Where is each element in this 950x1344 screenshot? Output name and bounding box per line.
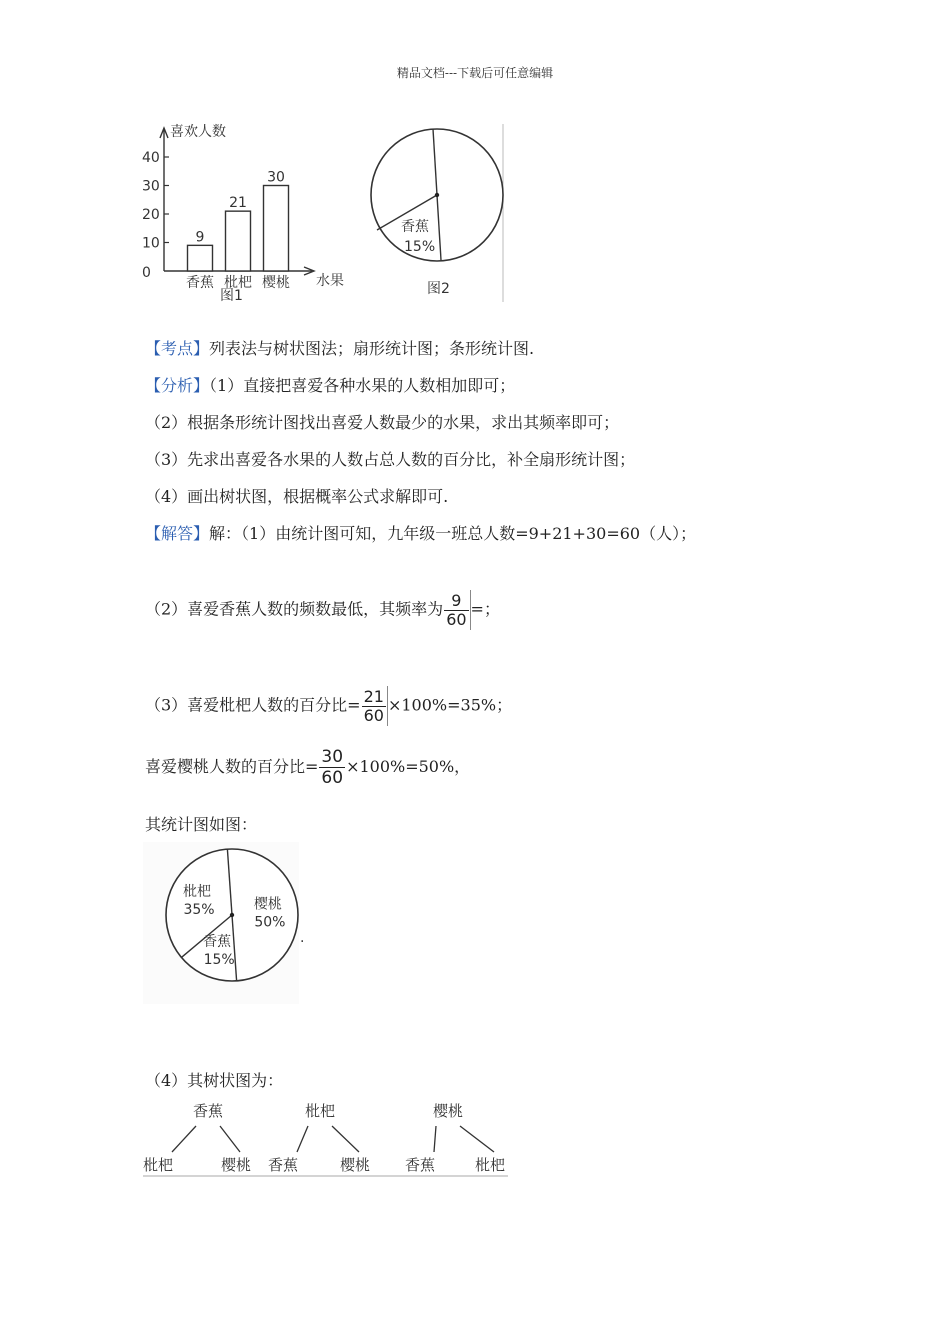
y-tick-label: 0 bbox=[142, 265, 151, 281]
pie-slice-pct: 15% bbox=[404, 239, 436, 255]
jieda-tag: 【解答】 bbox=[145, 524, 210, 543]
fenxi-text-3: （3）先求出喜爱各水果的人数占总人数的百分比，补全扇形统计图； bbox=[145, 450, 636, 469]
tree-branch bbox=[460, 1126, 494, 1152]
pie-chart-complete bbox=[143, 842, 313, 1007]
category-label: 樱桃 bbox=[262, 275, 290, 291]
tree-branch bbox=[220, 1126, 240, 1152]
tree-branch bbox=[172, 1126, 196, 1152]
tree-root-label: 枇杷 bbox=[304, 1102, 336, 1120]
tree-root-label: 樱桃 bbox=[432, 1102, 464, 1120]
fenxi-text-1: （1）直接把喜爱各种水果的人数相加即可； bbox=[209, 376, 516, 395]
x-axis-label: 水果 bbox=[316, 273, 344, 289]
pie-slice-label: 香蕉 bbox=[203, 933, 232, 950]
category-label: 枇杷 bbox=[224, 275, 252, 291]
q3b-fraction bbox=[319, 747, 345, 788]
tree-child-label: 香蕉 bbox=[267, 1156, 299, 1174]
q3c-text: 其统计图如图： bbox=[145, 815, 258, 834]
bar-value-label: 21 bbox=[229, 195, 247, 212]
bar bbox=[264, 186, 289, 272]
pie-trailing-period: . bbox=[300, 930, 305, 946]
pie-radius-bottom bbox=[437, 195, 441, 260]
fenxi-line bbox=[145, 373, 515, 396]
q3b-numerator: 30 bbox=[321, 747, 344, 767]
q2-denominator: 60 bbox=[446, 609, 467, 629]
jieda-line bbox=[145, 521, 696, 544]
y-tick-label: 10 bbox=[142, 235, 160, 252]
tree-branch bbox=[434, 1126, 436, 1152]
q2-fraction bbox=[444, 592, 468, 629]
bar-chart-figure1 bbox=[140, 118, 360, 308]
tree-child-label: 樱桃 bbox=[220, 1156, 252, 1174]
figure2-caption: 图2 bbox=[427, 281, 450, 297]
fenxi-text-2: （2）根据条形统计图找出喜爱人数最少的水果，求出其频率即可； bbox=[145, 413, 620, 432]
tree-diagram bbox=[140, 1094, 515, 1184]
q3-fraction bbox=[362, 688, 386, 725]
kaodian-tag: 【考点】 bbox=[145, 339, 210, 358]
q3-tail: ×100%=35%； bbox=[387, 695, 513, 715]
q3b-text: 喜爱樱桃人数的百分比= bbox=[145, 757, 319, 776]
q2-tail: =； bbox=[470, 599, 500, 619]
pie-slice-pct: 50% bbox=[254, 914, 286, 931]
y-tick-label: 20 bbox=[142, 207, 160, 223]
bar-value-label: 30 bbox=[267, 169, 285, 186]
pie-slice-label: 樱桃 bbox=[253, 896, 282, 913]
category-label: 香蕉 bbox=[186, 275, 214, 291]
tree-child-label: 枇杷 bbox=[142, 1156, 174, 1174]
jieda-text-1: 解：（1）由统计图可知，九年级一班总人数=9+21+30=60（人）； bbox=[209, 524, 697, 543]
page-header: 精品文档---下载后可任意编辑 bbox=[396, 66, 554, 80]
pie-center-dot bbox=[435, 193, 439, 197]
fenxi-text-4: （4）画出树状图，根据概率公式求解即可. bbox=[145, 487, 449, 506]
bar bbox=[226, 211, 251, 271]
q2-line bbox=[145, 590, 500, 630]
tree-branch bbox=[297, 1126, 308, 1152]
pie-center-dot bbox=[230, 913, 234, 917]
q2-numerator: 9 bbox=[444, 592, 468, 611]
tree-branch bbox=[332, 1126, 359, 1152]
q3b-line bbox=[145, 747, 470, 788]
pie-slice-label: 枇杷 bbox=[183, 884, 212, 901]
pie-slice-label: 香蕉 bbox=[401, 219, 429, 235]
bar bbox=[188, 245, 213, 271]
pie-slice-pct: 35% bbox=[183, 902, 215, 919]
q3b-denominator: 60 bbox=[321, 768, 344, 788]
figure1-caption: 图1 bbox=[220, 288, 243, 304]
tree-child-label: 樱桃 bbox=[339, 1156, 371, 1174]
bar-value-label: 9 bbox=[195, 229, 205, 246]
q3-line bbox=[145, 686, 512, 726]
q3b-tail: ×100%=50%， bbox=[346, 757, 471, 776]
q3-denominator: 60 bbox=[363, 705, 384, 725]
tree-child-label: 香蕉 bbox=[404, 1156, 436, 1174]
y-axis-label: 喜欢人数 bbox=[170, 124, 226, 140]
tree-child-label: 枇杷 bbox=[474, 1156, 506, 1174]
kaodian-line bbox=[145, 336, 534, 359]
q3-text: （3）喜爱枇杷人数的百分比= bbox=[145, 695, 361, 715]
q2-text: （2）喜爱香蕉人数的频数最低，其频率为 bbox=[145, 599, 444, 619]
kaodian-text: 列表法与树状图法；扇形统计图；条形统计图. bbox=[209, 339, 535, 358]
q3-numerator: 21 bbox=[363, 686, 384, 706]
q4-text: （4）其树状图为： bbox=[145, 1071, 284, 1090]
pie-slice-pct: 15% bbox=[203, 951, 235, 968]
pie-radius-top bbox=[433, 129, 437, 195]
tree-root-label: 香蕉 bbox=[192, 1102, 224, 1120]
y-tick-label: 40 bbox=[142, 150, 160, 166]
y-tick-label: 30 bbox=[142, 178, 160, 195]
fenxi-tag: 【分析】 bbox=[145, 376, 210, 395]
pie-figure2 bbox=[365, 118, 510, 308]
